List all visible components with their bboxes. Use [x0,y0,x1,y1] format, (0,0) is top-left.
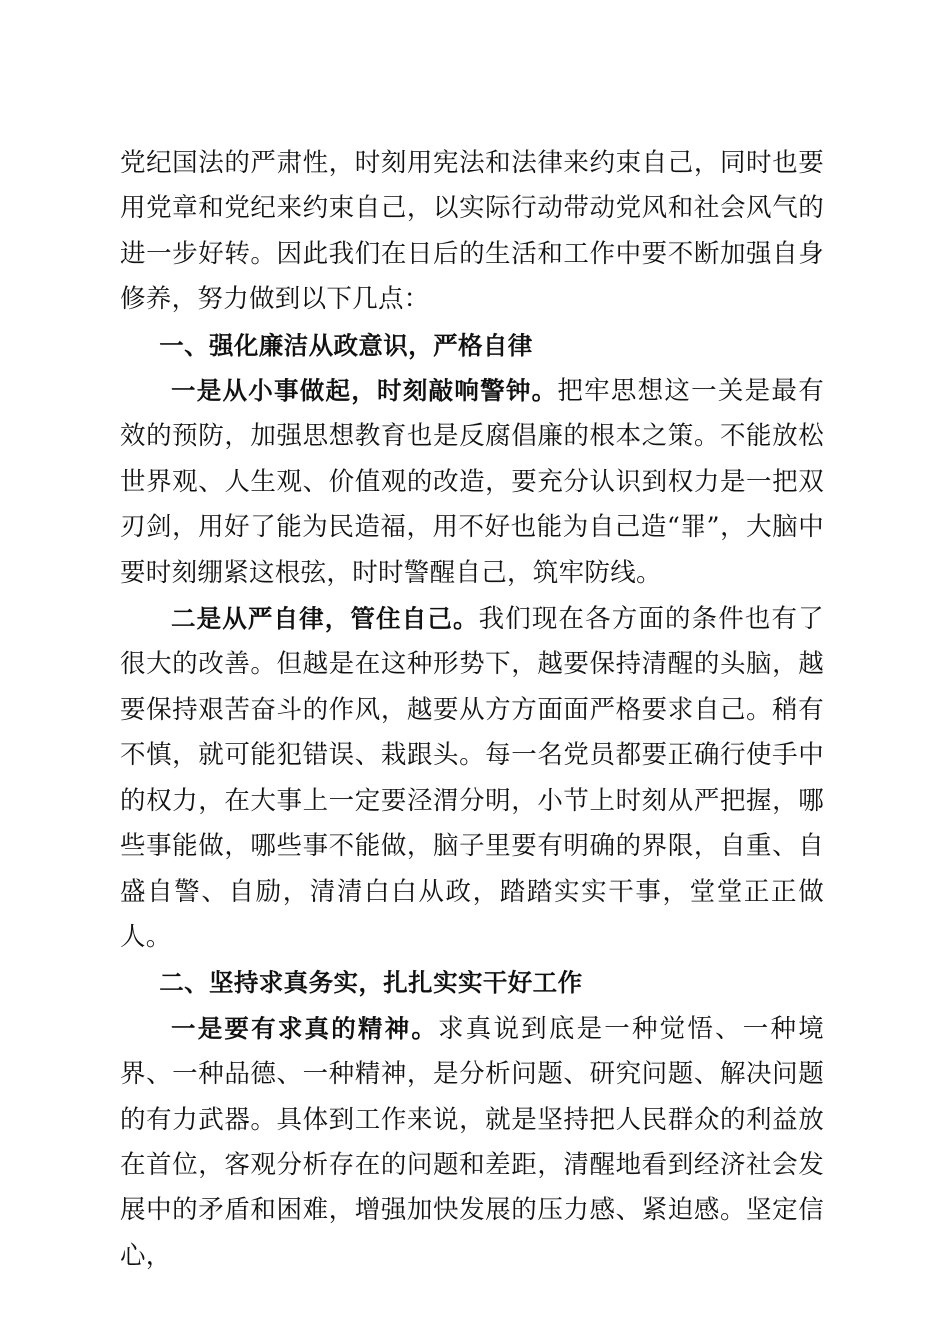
section1-paragraph-2-lead: 二是从严自律，管住自己。 [171,604,479,634]
document-page [120,141,824,1279]
section2-paragraph-1 [120,1006,824,1279]
section2-paragraph-1-lead: 一是要有求真的精神。 [171,1013,439,1043]
section1-paragraph-1-lead: 一是从小事做起，时刻敲响警钟。 [171,376,558,406]
section1-paragraph-1-text: 把牢思想这一关是最有效的预防，加强思想教育也是反腐倡廉的根本之策。不能放松世界观、人生观、价值观的改造，要充分认识到权力是一把双刃剑，用好了能为民造福，用不好也能为自己造“罪”，大脑中要时刻绷紧这根弦，时时警醒自己，筑牢防线。 [120,376,824,588]
section-heading-2: 二、坚持求真务实，扎扎实实干好工作 [159,968,583,998]
section1-paragraph-2 [120,596,824,960]
section1-paragraph-1 [120,368,824,596]
section2-paragraph-1-text: 求真说到底是一种觉悟、一种境界、一种品德、一种精神，是分析问题、研究问题、解决问题的有力武器。具体到工作来说，就是坚持把人民群众的利益放在首位，客观分析存在的问题和差距，清醒地看到经济社会发展中的矛盾和困难，增强加快发展的压力感、紧迫感。坚定信心， [120,1013,825,1271]
section-heading-1: 一、强化廉洁从政意识，严格自律 [159,330,533,360]
section1-paragraph-2-text: 我们现在各方面的条件也有了很大的改善。但越是在这种形势下，越要保持清醒的头脑，越要保持艰苦奋斗的作风，越要从方方面面严格要求自己。稍有不慎，就可能犯错误、栽跟头。每一名党员都要正确行使手中的权力，在大事上一定要泾渭分明，小节上时刻从严把握，哪些事能做，哪些事不能做，脑子里要有明确的界限，自重、自盛自警、自励，清清白白从政，踏踏实实干事，堂堂正正做人。 [120,604,824,952]
intro-paragraph: 党纪国法的严肃性，时刻用宪法和法律来约束自己，同时也要用党章和党纪来约束自己，以实际行动带动党风和社会风气的进一步好转。因此我们在日后的生活和工作中要不断加强自身修养，努力做到以下几点： [120,148,824,315]
